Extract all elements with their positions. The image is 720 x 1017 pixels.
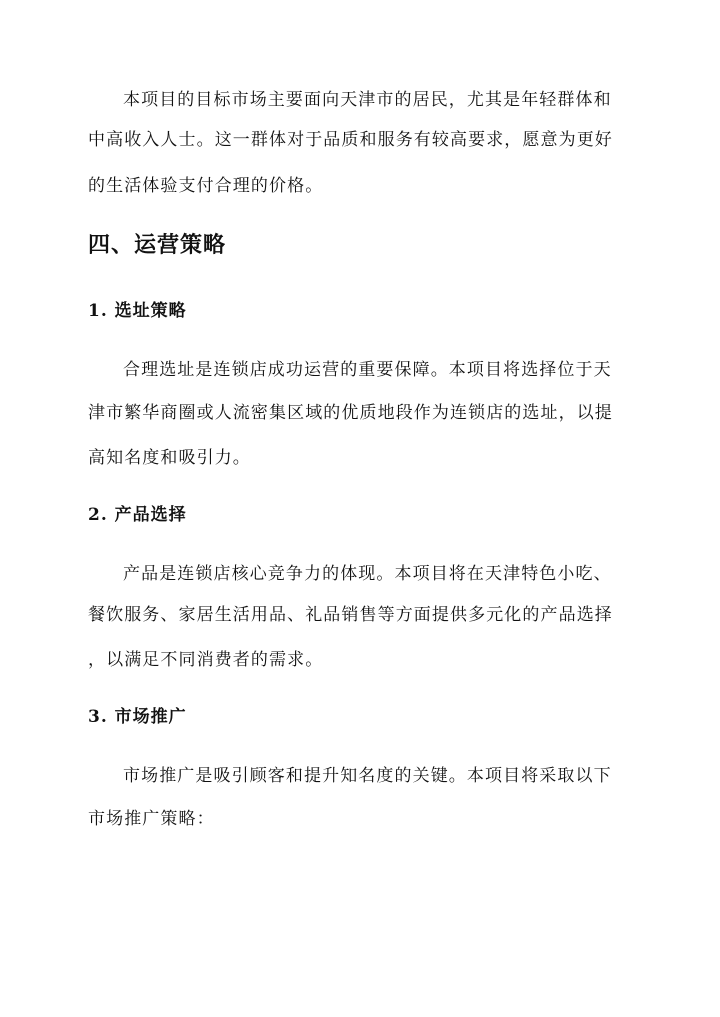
- subsection-heading-product: 2. 产品选择: [88, 505, 187, 525]
- site-line-2: 津市繁华商圈或人流密集区域的优质地段作为连锁店的选址，以提: [88, 403, 613, 423]
- product-line-3: ，以满足不同消费者的需求。: [88, 650, 324, 670]
- product-line-2: 餐饮服务、家居生活用品、礼品销售等方面提供多元化的产品选择: [88, 605, 613, 625]
- site-line-3: 高知名度和吸引力。: [88, 448, 251, 468]
- marketing-line-1: 市场推广是吸引顾客和提升知名度的关键。本项目将采取以下: [123, 766, 612, 786]
- product-line-1: 产品是连锁店核心竞争力的体现。本项目将在天津特色小吃、: [123, 564, 612, 584]
- intro-line-2: 中高收入人士。这一群体对于品质和服务有较高要求，愿意为更好: [88, 130, 613, 150]
- subsection-heading-site: 1. 选址策略: [88, 301, 187, 321]
- site-line-1: 合理选址是连锁店成功运营的重要保障。本项目将选择位于天: [123, 360, 612, 380]
- intro-line-3: 的生活体验支付合理的价格。: [88, 176, 324, 196]
- intro-line-1: 本项目的目标市场主要面向天津市的居民，尤其是年轻群体和: [123, 90, 612, 110]
- marketing-line-2: 市场推广策略：: [88, 809, 215, 829]
- section-heading: 四、运营策略: [88, 232, 227, 258]
- subsection-heading-marketing: 3. 市场推广: [88, 707, 187, 727]
